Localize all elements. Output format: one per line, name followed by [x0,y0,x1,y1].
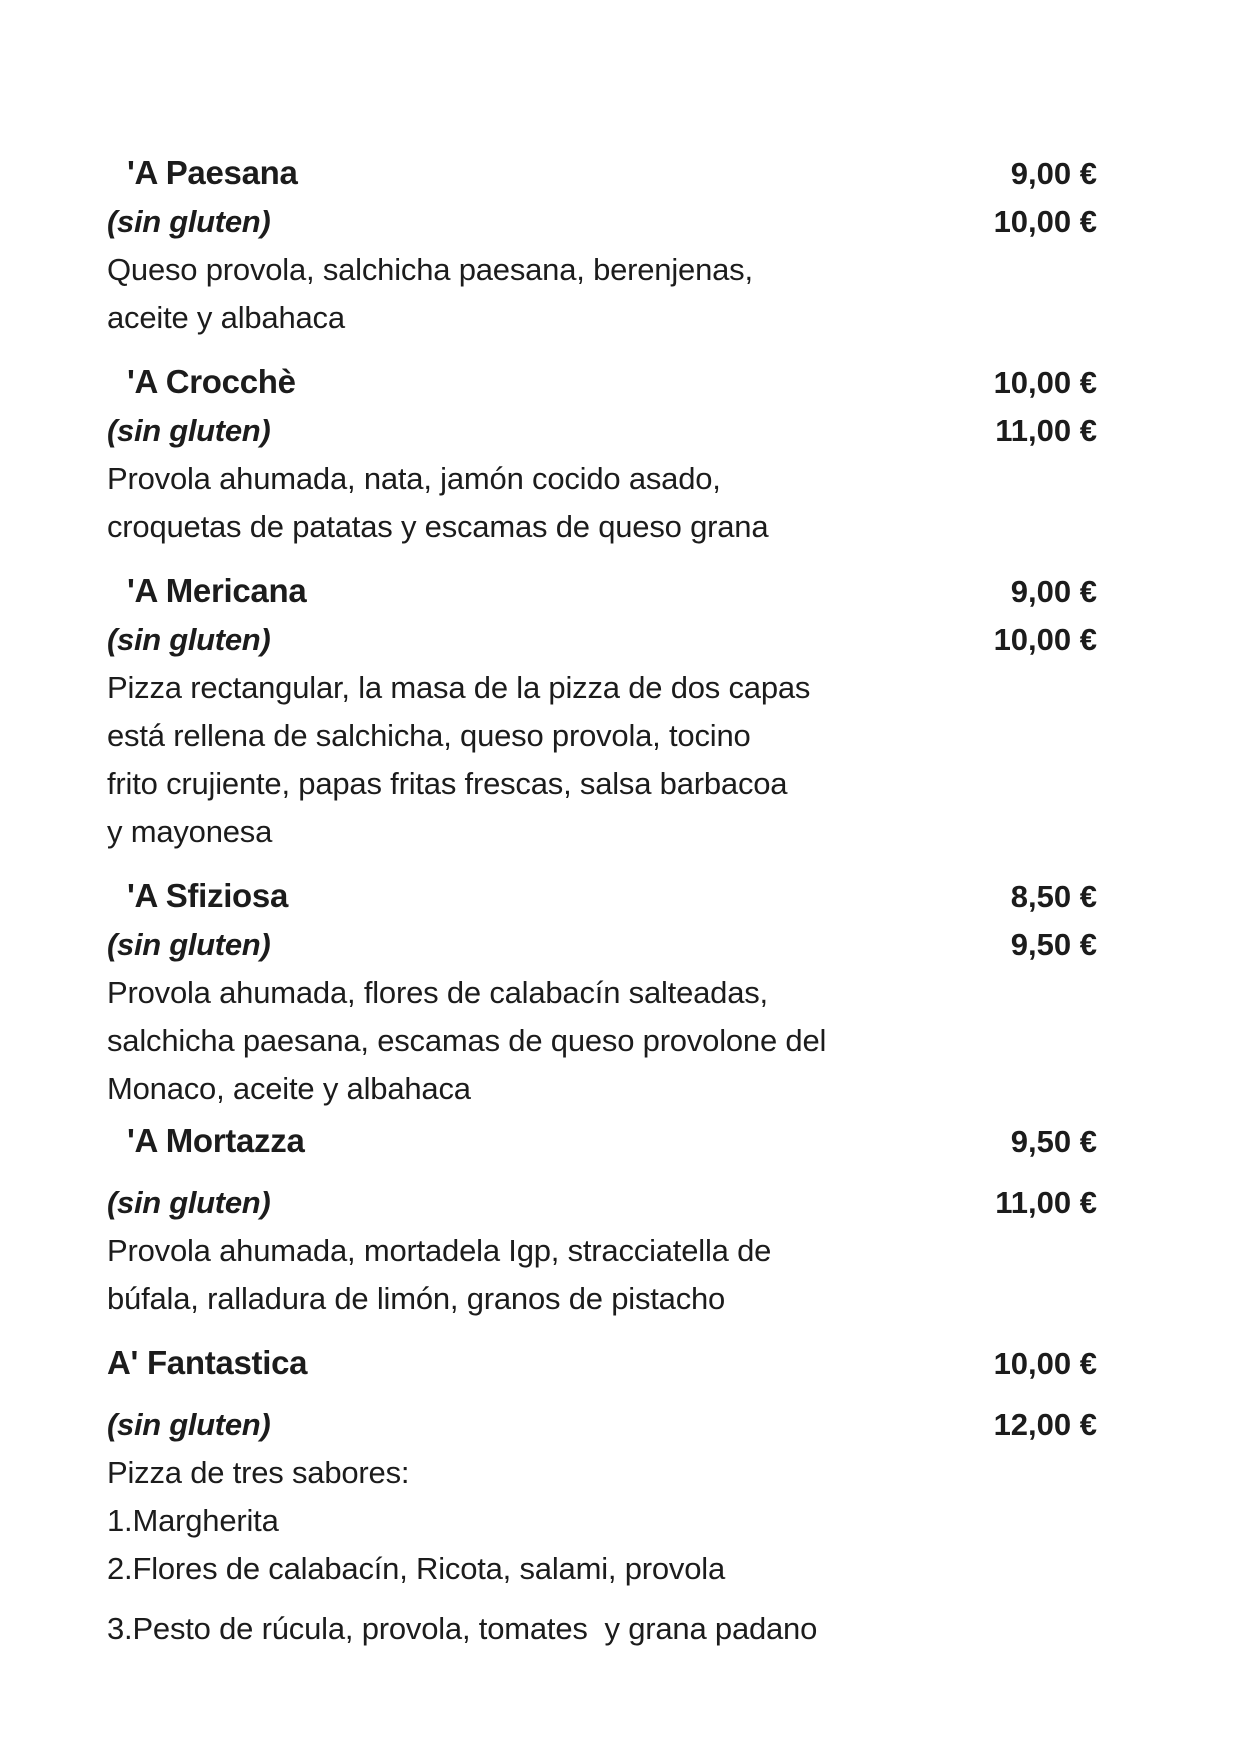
gluten-row [107,1401,1097,1449]
item-title-row [107,567,1097,616]
description-line: frito crujiente, papas fritas frescas, salsa barbacoa [107,766,788,801]
item-title-row [107,149,1097,198]
menu-item-paesana [107,149,1097,342]
item-name: 'A Mericana [127,572,307,609]
menu-item-crocche [107,358,1097,551]
gluten-free-label: (sin gluten) [107,1407,271,1442]
description-line: Monaco, aceite y albahaca [107,1071,471,1106]
item-description [107,246,1097,342]
gluten-free-label: (sin gluten) [107,413,271,448]
gluten-free-label: (sin gluten) [107,927,271,962]
description-line: aceite y albahaca [107,300,345,335]
item-price: 8,50 € [1010,879,1097,914]
description-line: Pizza rectangular, la masa de la pizza de dos capas [107,670,811,705]
gluten-row [107,921,1097,969]
menu-item-fantastica [107,1339,1097,1653]
gluten-free-price: 10,00 € [993,622,1097,657]
item-description [107,1449,1097,1653]
gluten-free-price: 11,00 € [995,413,1097,448]
item-name: 'A Paesana [127,154,298,191]
gluten-free-price: 9,50 € [1010,927,1097,962]
gluten-free-price: 11,00 € [995,1185,1097,1220]
item-price: 10,00 € [993,1346,1097,1381]
description-line: croquetas de patatas y escamas de queso grana [107,509,769,544]
gluten-free-price: 10,00 € [993,204,1097,239]
description-line: salchicha paesana, escamas de queso provolone del [107,1023,827,1058]
item-title-row [107,1117,1097,1166]
menu-item-mericana [107,567,1097,856]
description-line: Provola ahumada, mortadela Igp, stracciatella de [107,1233,772,1268]
item-name: A' Fantastica [107,1344,308,1381]
item-description [107,1227,1097,1323]
description-line: 2.Flores de calabacín, Ricota, salami, provola [107,1551,725,1586]
description-line: búfala, ralladura de limón, granos de pistacho [107,1281,726,1316]
description-line: y mayonesa [107,814,273,849]
menu-item-mortazza [107,1117,1097,1323]
item-name: 'A Mortazza [127,1122,305,1159]
item-price: 9,00 € [1010,156,1097,191]
gluten-free-label: (sin gluten) [107,1185,271,1220]
item-title-row [107,1339,1097,1388]
gluten-row [107,1179,1097,1227]
description-line: Queso provola, salchicha paesana, berenjenas, [107,252,753,287]
menu-item-sfiziosa [107,872,1097,1113]
gluten-free-price: 12,00 € [993,1407,1097,1442]
item-description [107,969,1097,1113]
item-name: 'A Crocchè [127,363,296,400]
description-line: 1.Margherita [107,1503,279,1538]
item-price: 10,00 € [993,365,1097,400]
menu-page [107,149,1097,1653]
gluten-free-label: (sin gluten) [107,622,271,657]
gluten-row [107,616,1097,664]
item-price: 9,50 € [1010,1124,1097,1159]
gluten-row [107,407,1097,455]
item-description [107,664,1097,856]
item-title-row [107,872,1097,921]
gluten-free-label: (sin gluten) [107,204,271,239]
description-line: Pizza de tres sabores: [107,1455,410,1490]
description-line: Provola ahumada, nata, jamón cocido asado, [107,461,721,496]
item-name: 'A Sfiziosa [127,877,289,914]
description-line: 3.Pesto de rúcula, provola, tomates y grana padano [107,1611,818,1646]
item-price: 9,00 € [1010,574,1097,609]
gluten-row [107,198,1097,246]
item-description [107,455,1097,551]
description-line: está rellena de salchicha, queso provola, tocino [107,718,751,753]
description-line: Provola ahumada, flores de calabacín salteadas, [107,975,768,1010]
item-title-row [107,358,1097,407]
